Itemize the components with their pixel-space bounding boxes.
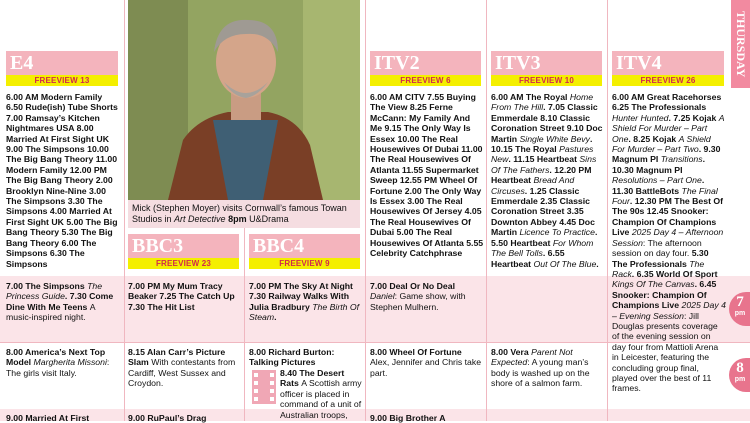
programme-description: : The girls visit Italy.: [6, 357, 110, 378]
programme-time-title: . 10.15 The Royal: [491, 133, 593, 155]
art-detective-photo: [128, 0, 360, 200]
programme-description: With contestants from Cardiff, West Sussex and Croydon.: [128, 357, 236, 389]
programme-description: A music-inspired night.: [6, 301, 96, 323]
programme-time-title: 8.00 Richard Burton: Talking Pictures: [249, 347, 335, 368]
programme-description: : Game show, with Stephen Mulhern.: [370, 291, 466, 312]
day-tab: THURSDAY: [731, 0, 750, 88]
programme-time-title: . 5.50 Heartbeat: [491, 227, 598, 248]
episode-title: The Princess Guide: [6, 281, 103, 302]
programme-time-title: 5.30 The Professionals: [612, 248, 709, 269]
col-sep: [124, 0, 125, 421]
programme-time-title: . 12.20 PM Heartbeat: [491, 164, 592, 186]
listing-itv2-7pm: [370, 281, 482, 312]
programme-time-title: 9.00 RuPaul’s Drag: [128, 413, 207, 423]
episode-title: Single White Bevy: [519, 133, 590, 144]
col-sep: [486, 0, 487, 421]
programme-time-title: 8.00 Wheel Of Fortune: [370, 347, 462, 357]
episode-title: For Whom The Bell Tolls: [491, 237, 594, 259]
listing-bbc4-7pm: [249, 281, 361, 323]
programme-time-title: 7.00 The Simpsons: [6, 281, 88, 291]
listing-e4-9pm: [6, 413, 120, 423]
episode-title: Sins Of The Fathers: [491, 154, 597, 175]
programme-time-title: . 11.30 BattleBots: [612, 175, 705, 196]
programme-time-title: 6.00 AM Great Racehorses 6.25 The Professionals: [612, 92, 722, 113]
episode-title: Parent Not Expected: [491, 347, 573, 368]
channel-header-itv4: [612, 51, 724, 75]
programme-time-title: . 6.45 Snooker: Champion Of Champions Live: [612, 279, 717, 311]
programme-time-title: 9.00 Big Brother A: [370, 413, 446, 423]
listing-itv4-daytime: [612, 92, 726, 394]
listing-bbc4-8pm-a: [249, 347, 361, 368]
programme-time-title: 9.00 Married At First: [6, 413, 90, 423]
col-sep: [365, 0, 366, 421]
listing-bbc3-9pm: [128, 413, 240, 423]
photo-caption: [128, 200, 360, 228]
episode-title: Kings Of The Canvas: [612, 279, 695, 290]
channel-name: BBC4: [253, 235, 305, 257]
listing-e4-8pm: [6, 347, 120, 378]
episode-title: 2025 Day 4 – Evening Session: [612, 300, 726, 321]
listing-e4-daytime: 6.00 AM Modern Family 6.50 Rude(ish) Tube Shorts 7.00 Ramsay’s Kitchen Nightmares USA 8.00 Married At First Sight UK 9.00 The Simpsons 10.00 The Big Bang Theory 11.00 Modern Family 12.00 PM The Big Bang Theory 2.00 Brooklyn Nine-Nine 3.00 The Simpsons 3.30 The Simpsons 4.00 Married At First Sight UK 5.00 The Big Bang Theory 5.30 The Big Bang Theory 6.00 The Simpsons 6.30 The Simpsons: [6, 92, 118, 269]
episode-title: Margherita Missoni: [33, 357, 107, 368]
episode-title: 2025 Day 4 – Afternoon Session: [612, 227, 724, 248]
film-icon: [252, 370, 276, 404]
programme-description: Alex, Jennifer and Chris take part.: [370, 357, 482, 378]
time-marker-8pm: [729, 358, 750, 392]
programme-description: : The afternoon session on day four.: [612, 237, 702, 259]
col-sep: [607, 0, 608, 421]
freeview-badge: FREEVIEW 23: [128, 258, 239, 269]
freeview-badge: FREEVIEW 6: [370, 75, 481, 86]
caption-channel: U&Drama: [249, 214, 289, 224]
caption-text: Mick (Stephen Moyer) visits Cornwall’s famous Towan Studios in: [132, 203, 347, 224]
time-suffix: pm: [734, 376, 746, 383]
episode-title: Bread And Circuses: [491, 175, 575, 196]
programme-time-title: . 8.25 Kojak: [628, 133, 679, 144]
listing-itv2-daytime: 6.00 AM CITV 7.55 Buying The View 8.25 Ferne McCann: My Family And Me 9.15 The Only Way Is Essex 10.00 The Real Housewives Of Dubai 11.00 The Real Housewives Of Atlanta 11.55 Supermarket Sweep 12.55 PM Wheel Of Fortune 2.00 The Only Way Is Essex 3.00 The Real Housewives Of Jersey 4.05 The Real Housewives Of Dubai 5.00 The Real Housewives Of Atlanta 5.55 Celebrity Catchphrase: [370, 92, 484, 259]
caption-show: Art Detective: [174, 214, 226, 224]
listing-e4-7pm: [6, 281, 120, 323]
episode-title: Pastures New: [491, 144, 594, 165]
episode-title: A Shield For Murder – Part One: [612, 112, 725, 144]
programme-description: : Jill Douglas presents coverage of the evening session on day four from Mattioli Arena in Leicester, featuring the concluding group final, played over the best of 11 frames.: [612, 310, 719, 394]
channel-name: ITV3: [495, 52, 541, 74]
channel-header-itv3: [491, 51, 602, 75]
programme-description: A Scottish army officer is placed in command of a unit of Australian troops,: [280, 378, 362, 420]
listing-itv3-daytime: [491, 92, 605, 269]
channel-name: E4: [10, 52, 34, 74]
caption-time: 8pm: [228, 214, 247, 224]
episode-title: Hunter Hunted: [612, 112, 669, 123]
programme-time-title: . 1.25 Classic Emmerdale 2.35 Classic Coronation Street 3.35 Downton Abbey 4.45 Doc Martin: [491, 185, 595, 238]
programme-time-title: . 12.30 PM The Best Of The 90s 12.45 Snooker: Champion Of Champions Live: [612, 196, 724, 238]
programme-time-title: . 7.30 Come Dine With Me Teens: [6, 291, 114, 312]
listing-bbc3-8pm: [128, 347, 240, 389]
listing-itv2-9pm: [370, 413, 482, 423]
channel-name: BBC3: [132, 235, 184, 257]
programme-time-title: . 10.30 Magnum PI: [612, 154, 706, 175]
listing-itv3-8pm: [491, 347, 603, 389]
programme-time-title: 8.15 Alan Carr’s Picture Slam: [128, 347, 226, 368]
freeview-badge: FREEVIEW 9: [249, 258, 360, 269]
programme-time-title: 8.00 Vera: [491, 347, 532, 357]
freeview-badge: FREEVIEW 26: [612, 75, 724, 86]
episode-title: The Final Four: [612, 185, 718, 207]
channel-header-e4: [6, 51, 118, 75]
programme-time-title: .: [596, 258, 599, 269]
freeview-badge: FREEVIEW 13: [6, 75, 118, 86]
episode-title: The Rack: [612, 258, 705, 279]
programme-time-title: . 9.30 Magnum PI: [612, 144, 721, 165]
programme-time-title: . 7.25 Kojak: [668, 112, 719, 123]
channel-name: ITV4: [616, 52, 662, 74]
time-hour: 7: [736, 294, 744, 310]
episode-title: A Shield For Murder – Part Two: [612, 133, 711, 155]
programme-time-title: 7.00 PM The Sky At Night 7.30 Railway Walks With Julia Bradbury: [249, 281, 353, 312]
episode-title: Out Of The Blue: [533, 258, 597, 269]
programme-time-title: . 6.35 World Of Sport: [631, 268, 718, 279]
time-suffix: pm: [734, 310, 746, 317]
episode-title: The Birth Of Steam: [249, 301, 360, 323]
listing-bbc4-8pm-b: [280, 368, 362, 420]
channel-name: ITV2: [374, 52, 420, 74]
channel-header-itv2: [370, 51, 481, 75]
episode-title: Daniel: [370, 291, 395, 302]
programme-time-title: 8.00 America’s Next Top Model: [6, 347, 106, 368]
channel-header-bbc4: [249, 234, 360, 258]
time-hour: 8: [736, 360, 744, 376]
programme-time-title: . 6.55 Heartbeat: [491, 248, 565, 269]
episode-title: Resolutions – Part One: [612, 175, 702, 186]
programme-time-title: 7.00 PM My Mum Tracy Beaker 7.25 The Catch Up 7.30 The Hit List: [128, 281, 235, 312]
channel-header-bbc3: [128, 234, 239, 258]
programme-time-title: .: [274, 312, 277, 323]
episode-title: Transitions: [660, 154, 703, 165]
episode-title: Licence To Practice: [519, 227, 595, 238]
listing-bbc3-7pm: [128, 281, 240, 312]
listing-itv2-8pm: [370, 347, 482, 378]
programme-time-title: 6.00 AM The Royal: [491, 92, 570, 102]
programme-time-title: 7.00 Deal Or No Deal: [370, 281, 455, 291]
programme-description: : A young man’s body is washed up on the shore of a salmon farm.: [491, 357, 590, 389]
programme-time-title: . 11.15 Heartbeat: [508, 154, 580, 165]
freeview-badge: FREEVIEW 10: [491, 75, 602, 86]
programme-time-title: 8.40 The Desert Rats: [280, 368, 345, 389]
programme-time-title: . 7.05 Classic Emmerdale 8.10 Classic Coronation Street 9.10 Doc Martin: [491, 102, 603, 144]
episode-title: Home From The Hill: [491, 92, 594, 113]
col-sep: [244, 228, 245, 421]
